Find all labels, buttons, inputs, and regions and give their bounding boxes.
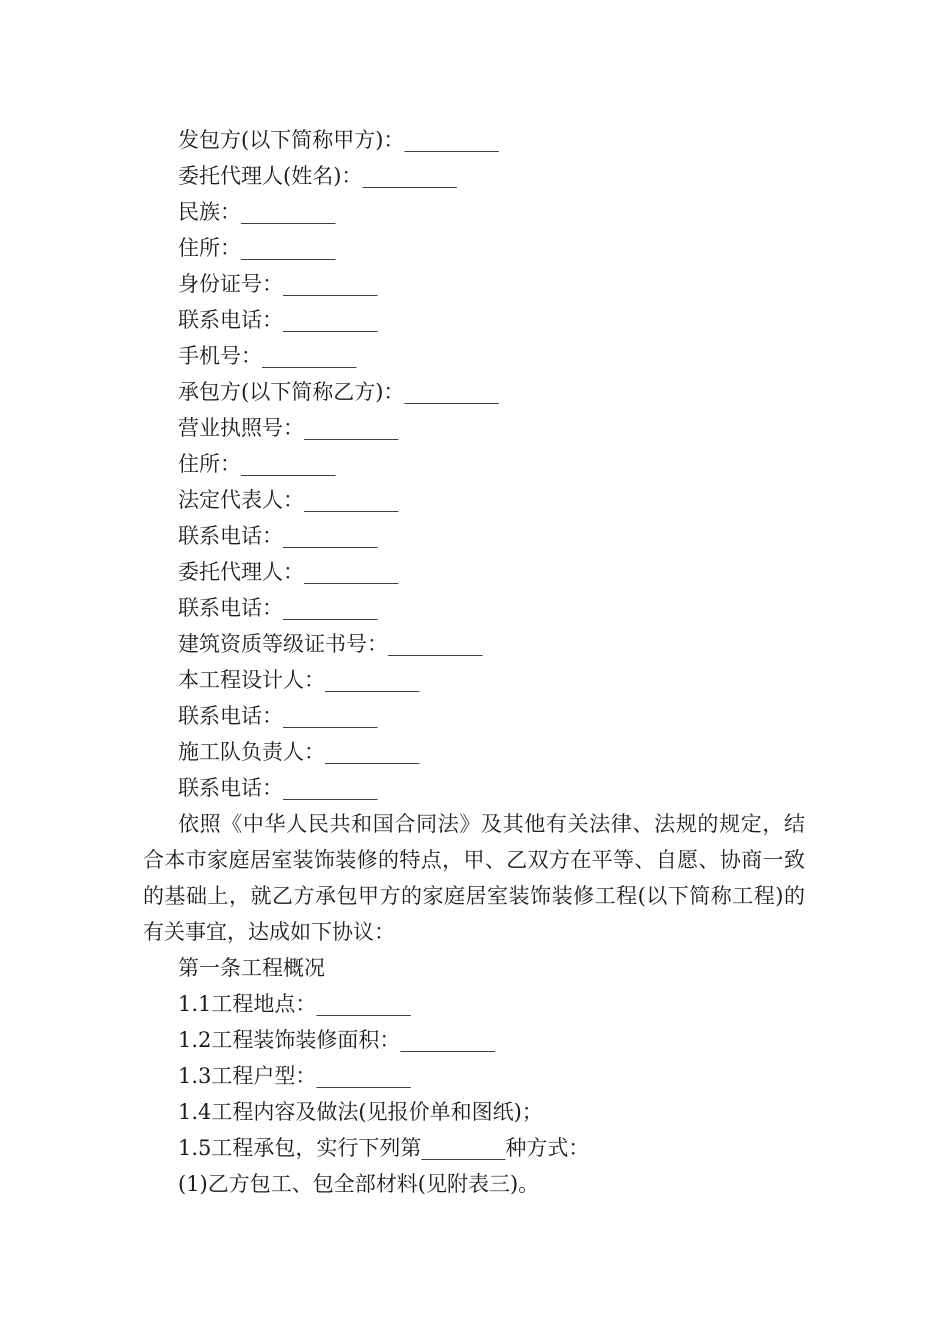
item-contract-mode: 1.5工程承包，实行下列第________种方式： [178,1136,590,1160]
item-content: 1.4工程内容及做法(见报价单和图纸)； [178,1100,543,1124]
field-designer-phone: 联系电话：_________ [178,704,378,728]
field-contractor: 承包方(以下简称乙方)：_________ [178,380,499,404]
field-client: 发包方(以下简称甲方)：_________ [178,128,499,152]
field-client-phone: 联系电话：_________ [178,308,378,332]
field-mobile: 手机号：_________ [178,344,357,368]
item-mode-option-1: (1)乙方包工、包全部材料(见附表三)。 [178,1172,540,1196]
intro-paragraph: 依照《中华人民共和国合同法》及其他有关法律、法规的规定，结合本市家庭居室装饰装修的特点，甲、乙双方在平等、自愿、协商一致的基础上，就乙方承包甲方的家庭居室装饰装修工程(以下简称工程)的有关事宜，达成如下协议： [143,812,805,944]
field-ethnicity: 民族：_________ [178,200,336,224]
item-location: 1.1工程地点：_________ [178,992,411,1016]
field-contractor-agent: 委托代理人：_________ [178,560,399,584]
field-team-leader: 施工队负责人：_________ [178,740,420,764]
field-legal-rep-phone: 联系电话：_________ [178,524,378,548]
field-id-number: 身份证号：_________ [178,272,378,296]
field-client-address: 住所：_________ [178,236,336,260]
field-designer: 本工程设计人：_________ [178,668,420,692]
section-heading: 第一条工程概况 [178,956,325,980]
field-contractor-agent-phone: 联系电话：_________ [178,596,378,620]
document-body [143,122,805,1202]
field-contractor-address: 住所：_________ [178,452,336,476]
field-legal-rep: 法定代表人：_________ [178,488,399,512]
item-layout: 1.3工程户型：_________ [178,1064,411,1088]
item-area: 1.2工程装饰装修面积：_________ [178,1028,495,1052]
field-qualification-cert: 建筑资质等级证书号：_________ [178,632,483,656]
field-business-license: 营业执照号：_________ [178,416,399,440]
field-team-leader-phone: 联系电话：_________ [178,776,378,800]
field-client-agent: 委托代理人(姓名)：_________ [178,164,457,188]
